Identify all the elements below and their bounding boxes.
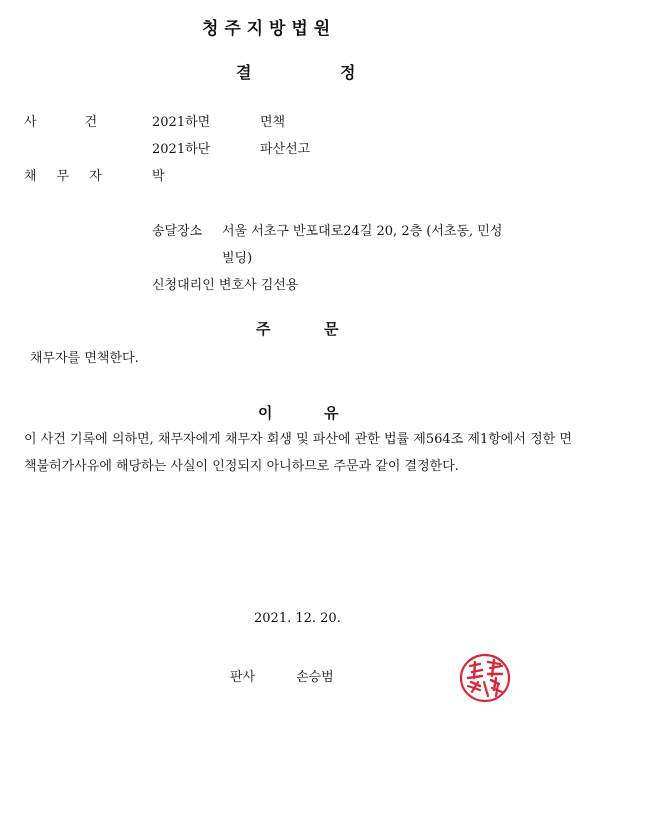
judge-seal-stamp xyxy=(458,652,512,704)
doc-type-char-1: 결 xyxy=(236,63,252,82)
order-heading-char-2: 문 xyxy=(324,320,339,338)
case-number-2: 2021하단 xyxy=(152,142,211,157)
agent: 신청대리인 변호사 김선용 xyxy=(152,278,299,293)
reason-heading-char-1: 이 xyxy=(258,404,273,422)
address-label: 송달장소 xyxy=(152,224,203,239)
order-heading-char-1: 주 xyxy=(256,320,271,338)
address-line-2: 빌딩) xyxy=(222,251,253,266)
case-label: 사 건 xyxy=(24,115,98,130)
case-number-1: 2021하면 xyxy=(152,115,211,130)
judge-title: 판사 xyxy=(230,670,256,685)
address-line-1: 서울 서초구 반포대로24길 20, 2층 (서초동, 민성 xyxy=(222,224,503,239)
debtor-name: 박 xyxy=(152,169,165,184)
debtor-label: 채 무 자 xyxy=(24,169,102,184)
reason-heading-char-2: 유 xyxy=(324,404,339,422)
reason-text: 이 사건 기록에 의하면, 채무자에게 채무자 회생 및 파산에 관한 법률 제564조 제1항에서 정한 면책불허가사유에 해당하는 사실이 인정되지 아니하므로 주문과 같이 결정한다. xyxy=(24,432,572,474)
order-text: 채무자를 면책한다. xyxy=(30,351,139,366)
judge-name: 손승범 xyxy=(296,670,334,685)
doc-type-char-2: 정 xyxy=(340,63,356,82)
court-name: 청 주 지 방 법 원 xyxy=(202,19,331,39)
decision-date: 2021. 12. 20. xyxy=(254,611,341,626)
case-name-2: 파산선고 xyxy=(260,142,311,157)
case-name-1: 면책 xyxy=(260,115,286,130)
